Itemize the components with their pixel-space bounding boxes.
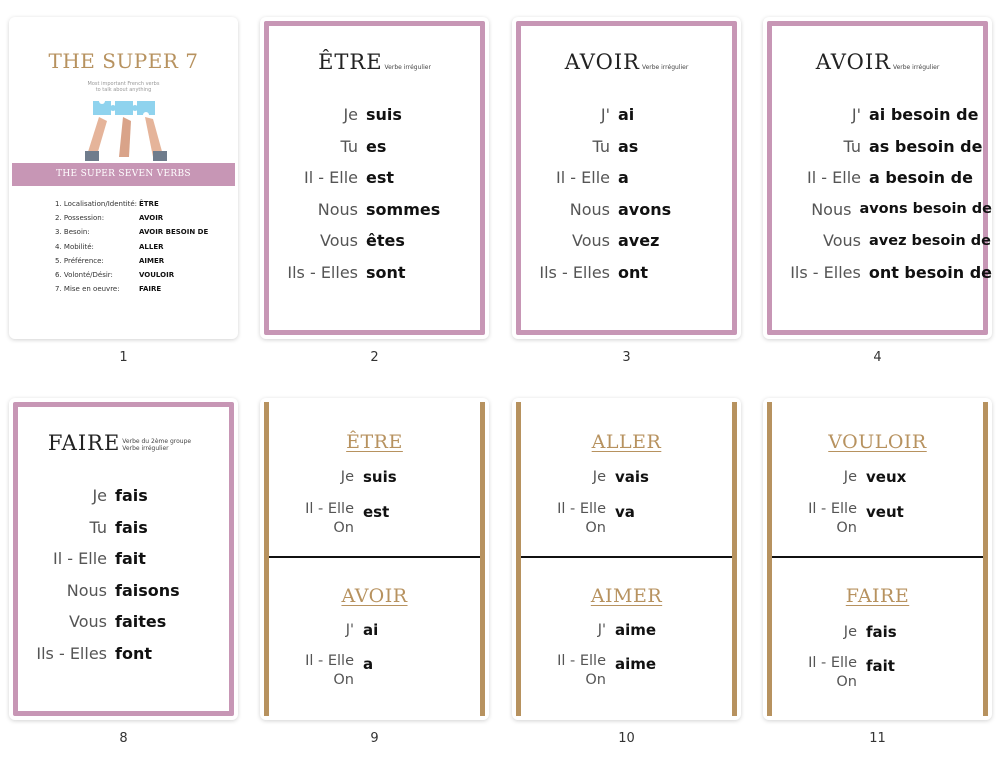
- verb-form: suis: [363, 468, 397, 486]
- conjugation-table: [512, 99, 741, 288]
- page-number-2: 2: [370, 350, 379, 365]
- conjugation-row: [260, 225, 489, 257]
- pronoun: Ils - Elles: [790, 262, 861, 282]
- page-thumbnail-1[interactable]: [9, 17, 238, 339]
- list-item-key: 6. Volonté/Désir:: [55, 271, 113, 280]
- verb-form: sont: [366, 262, 406, 282]
- conjugation-row: [512, 131, 741, 163]
- page-thumbnail-2[interactable]: [260, 17, 489, 339]
- conjugation-row: [763, 654, 992, 692]
- pronoun: Vous: [69, 612, 107, 632]
- verb-title: FAIRE: [845, 585, 910, 607]
- conjugation-row: [763, 99, 992, 131]
- verb-title: VOULOIR: [828, 431, 927, 453]
- verb-form: avez: [618, 231, 660, 251]
- page-thumbnail-10[interactable]: [512, 398, 741, 720]
- conjugation-row: [9, 480, 238, 512]
- list-item: [55, 240, 232, 254]
- verb-form: va: [615, 503, 635, 521]
- verb-form: est: [366, 168, 395, 188]
- verb-form: a: [618, 168, 629, 188]
- list-item: [55, 197, 232, 211]
- verb-name: AVOIR: [815, 50, 891, 74]
- verb-form: fais: [115, 517, 148, 537]
- list-item: [55, 282, 232, 296]
- pronoun: Il - Elle: [556, 168, 610, 188]
- pronoun: Il - Elle: [807, 168, 861, 188]
- pronoun: [260, 500, 363, 538]
- pronoun-line2: On: [585, 672, 606, 688]
- list-item: [55, 211, 232, 225]
- verb-form: veux: [866, 468, 907, 486]
- conjugation-row: [9, 638, 238, 670]
- conjugation-row: [512, 621, 741, 640]
- conjugation-row: [512, 257, 741, 289]
- verb-form: ai besoin de: [869, 105, 979, 125]
- verb-title: [260, 50, 489, 74]
- verb-form: avons: [618, 199, 672, 219]
- verb-form: faites: [115, 612, 167, 632]
- verb-form: fait: [115, 549, 146, 569]
- pronoun: [260, 652, 363, 690]
- verb-form: as besoin de: [869, 136, 983, 156]
- page-thumbnail-4[interactable]: [763, 17, 992, 339]
- pronoun: Tu: [592, 136, 610, 156]
- verb-title: [763, 50, 992, 74]
- pronoun: [512, 652, 615, 690]
- conjugation-row: [260, 468, 489, 487]
- pronoun: Ils - Elles: [287, 262, 358, 282]
- verb-title: [512, 50, 741, 74]
- conjugation-row: [763, 500, 992, 538]
- pronoun-line1: Il - Elle: [557, 501, 606, 517]
- conjugation-row: [512, 99, 741, 131]
- verb-form: es: [366, 136, 387, 156]
- list-item-key: 7. Mise en oeuvre:: [55, 285, 120, 294]
- conjugation-row: [512, 468, 741, 487]
- page-number-1: 1: [119, 350, 128, 365]
- pronoun: J': [345, 622, 354, 638]
- verb-form: avons besoin de: [859, 201, 992, 218]
- conjugation-row: [260, 500, 489, 538]
- list-item-key: 4. Mobilité:: [55, 242, 94, 251]
- conjugation-row: [260, 621, 489, 640]
- pronoun-line2: On: [333, 520, 354, 536]
- verb-form: sommes: [366, 199, 441, 219]
- verb-form: fait: [866, 657, 895, 675]
- pronoun-line2: On: [836, 520, 857, 536]
- cover-title: THE SUPER 7: [48, 49, 199, 73]
- pronoun: J': [600, 105, 610, 125]
- verb-name: AVOIR: [564, 50, 640, 74]
- conjugation-table: [9, 480, 238, 669]
- pronoun: Il - Elle: [53, 549, 107, 569]
- verb-title: ALLER: [591, 431, 662, 453]
- conjugation-row: [512, 194, 741, 226]
- page-thumbnail-9[interactable]: [260, 398, 489, 720]
- conjugation-row: [9, 606, 238, 638]
- pronoun: Je: [843, 624, 857, 640]
- pronoun-line1: Il - Elle: [305, 501, 354, 517]
- verb-type: [122, 438, 191, 452]
- verb-type-line1: Verbe du 2ème groupe: [122, 438, 192, 445]
- pronoun: Nous: [569, 199, 610, 219]
- pronoun: Je: [592, 469, 606, 485]
- cover-subtitle: [9, 81, 238, 93]
- conjugation-row: [512, 225, 741, 257]
- page-thumbnail-8[interactable]: [9, 398, 238, 720]
- verb-form: fais: [115, 486, 148, 506]
- pronoun-line1: Il - Elle: [808, 501, 857, 517]
- verb-form: faisons: [115, 580, 180, 600]
- conjugation-row: [9, 575, 238, 607]
- verb-form: veut: [866, 503, 904, 521]
- verb-form: vais: [615, 468, 649, 486]
- puzzle-hands-image: [79, 95, 171, 163]
- cover-subtitle-line2: to talk about anything: [95, 87, 152, 93]
- verb-title: AIMER: [590, 585, 663, 607]
- page-number-8: 8: [119, 731, 128, 746]
- conjugation-table: [260, 99, 489, 288]
- conjugation-row: [260, 99, 489, 131]
- list-item-value: ÊTRE: [139, 200, 159, 209]
- verb-form: ai: [363, 621, 379, 639]
- pronoun: Il - Elle: [304, 168, 358, 188]
- conjugation-row: [9, 543, 238, 575]
- verb-form: est: [363, 503, 390, 521]
- page-number-4: 4: [873, 350, 882, 365]
- conjugation-row: [260, 162, 489, 194]
- list-item-key: 2. Possession:: [55, 214, 105, 223]
- conjugation-row: [763, 257, 992, 289]
- list-item-value: FAIRE: [139, 285, 162, 294]
- pronoun: Je: [343, 105, 358, 125]
- list-item-value: VOULOIR: [139, 271, 175, 280]
- conjugation-row: [763, 162, 992, 194]
- verb-form: font: [115, 643, 152, 663]
- conjugation-row: [763, 468, 992, 487]
- list-item-key: 3. Besoin:: [55, 228, 90, 237]
- verb-form: aime: [615, 655, 657, 673]
- verb-type: Verbe irrégulier: [892, 64, 940, 71]
- list-item: [55, 254, 232, 268]
- pronoun-line2: On: [836, 674, 857, 690]
- verb-type: Verbe irrégulier: [384, 64, 431, 71]
- verb-form: fais: [866, 623, 897, 641]
- conjugation-row: [763, 131, 992, 163]
- pronoun: Je: [92, 486, 107, 506]
- pronoun: Ils - Elles: [36, 643, 107, 663]
- verb-title: ÊTRE: [346, 431, 403, 453]
- verb-type: Verbe irrégulier: [641, 64, 689, 71]
- pronoun: Ils - Elles: [539, 262, 610, 282]
- conjugation-row: [260, 652, 489, 690]
- verb-form: ai: [618, 105, 635, 125]
- page-thumbnail-3[interactable]: [512, 17, 741, 339]
- pronoun: [512, 500, 615, 538]
- pronoun: Tu: [89, 517, 107, 537]
- pronoun: Vous: [320, 231, 358, 251]
- pronoun: Tu: [340, 136, 358, 156]
- page-number-9: 9: [370, 731, 379, 746]
- verb-name: FAIRE: [47, 431, 121, 455]
- page-number-10: 10: [618, 731, 635, 746]
- verb-form: a besoin de: [869, 168, 973, 188]
- verb-form: ont besoin de: [868, 262, 992, 282]
- conjugation-row: [9, 512, 238, 544]
- page-thumbnail-11[interactable]: [763, 398, 992, 720]
- pronoun-line1: Il - Elle: [808, 655, 857, 671]
- pronoun: Vous: [823, 231, 861, 251]
- pronoun: Tu: [843, 136, 861, 156]
- pronoun: J': [597, 622, 606, 638]
- pronoun: Nous: [811, 199, 852, 219]
- pronoun-line2: On: [585, 520, 606, 536]
- verb-name: ÊTRE: [318, 50, 383, 74]
- verb-title: AVOIR: [341, 585, 408, 607]
- conjugation-row: [512, 500, 741, 538]
- divider: [521, 556, 732, 558]
- list-item: [55, 268, 232, 282]
- conjugation-row: [512, 652, 741, 690]
- list-item-key: 5. Préférence:: [55, 256, 104, 265]
- verb-title: [9, 431, 238, 455]
- pronoun: Je: [340, 469, 354, 485]
- verb-form: avez besoin de: [869, 232, 991, 249]
- conjugation-row: [260, 131, 489, 163]
- pronoun-line1: Il - Elle: [557, 653, 606, 669]
- conjugation-row: [763, 623, 992, 642]
- conjugation-row: [763, 194, 992, 226]
- conjugation-row: [763, 225, 992, 257]
- verb-form: aime: [615, 621, 657, 639]
- pronoun: Nous: [317, 199, 358, 219]
- pronoun: [763, 654, 866, 692]
- divider: [269, 556, 480, 558]
- pronoun: [763, 500, 866, 538]
- list-item-key: 1. Localisation/Identité:: [55, 200, 138, 209]
- page-number-11: 11: [869, 731, 886, 746]
- conjugation-row: [260, 257, 489, 289]
- verb-type-line2: Verbe irrégulier: [122, 445, 169, 452]
- list-item-value: AVOIR BESOIN DE: [139, 228, 209, 237]
- divider: [772, 556, 983, 558]
- verb-form: suis: [366, 105, 402, 125]
- cover-band: THE SUPER SEVEN VERBS: [12, 163, 235, 186]
- cover-verb-list: [55, 197, 232, 296]
- list-item: [55, 225, 232, 239]
- pronoun-line2: On: [333, 672, 354, 688]
- verb-form: ont: [618, 262, 649, 282]
- conjugation-row: [512, 162, 741, 194]
- cover-subtitle-line1: Most important French verbs: [87, 81, 160, 87]
- pronoun: Nous: [66, 580, 107, 600]
- conjugation-row: [260, 194, 489, 226]
- pronoun: J': [851, 105, 861, 125]
- list-item-value: AIMER: [139, 256, 165, 265]
- pronoun: Je: [843, 469, 857, 485]
- conjugation-table: [763, 99, 992, 288]
- pronoun: Vous: [572, 231, 610, 251]
- page-number-3: 3: [622, 350, 631, 365]
- list-item-value: AVOIR: [139, 214, 164, 223]
- verb-form: êtes: [366, 231, 405, 251]
- verb-form: a: [363, 655, 374, 673]
- list-item-value: ALLER: [139, 242, 164, 251]
- verb-form: as: [618, 136, 639, 156]
- pronoun-line1: Il - Elle: [305, 653, 354, 669]
